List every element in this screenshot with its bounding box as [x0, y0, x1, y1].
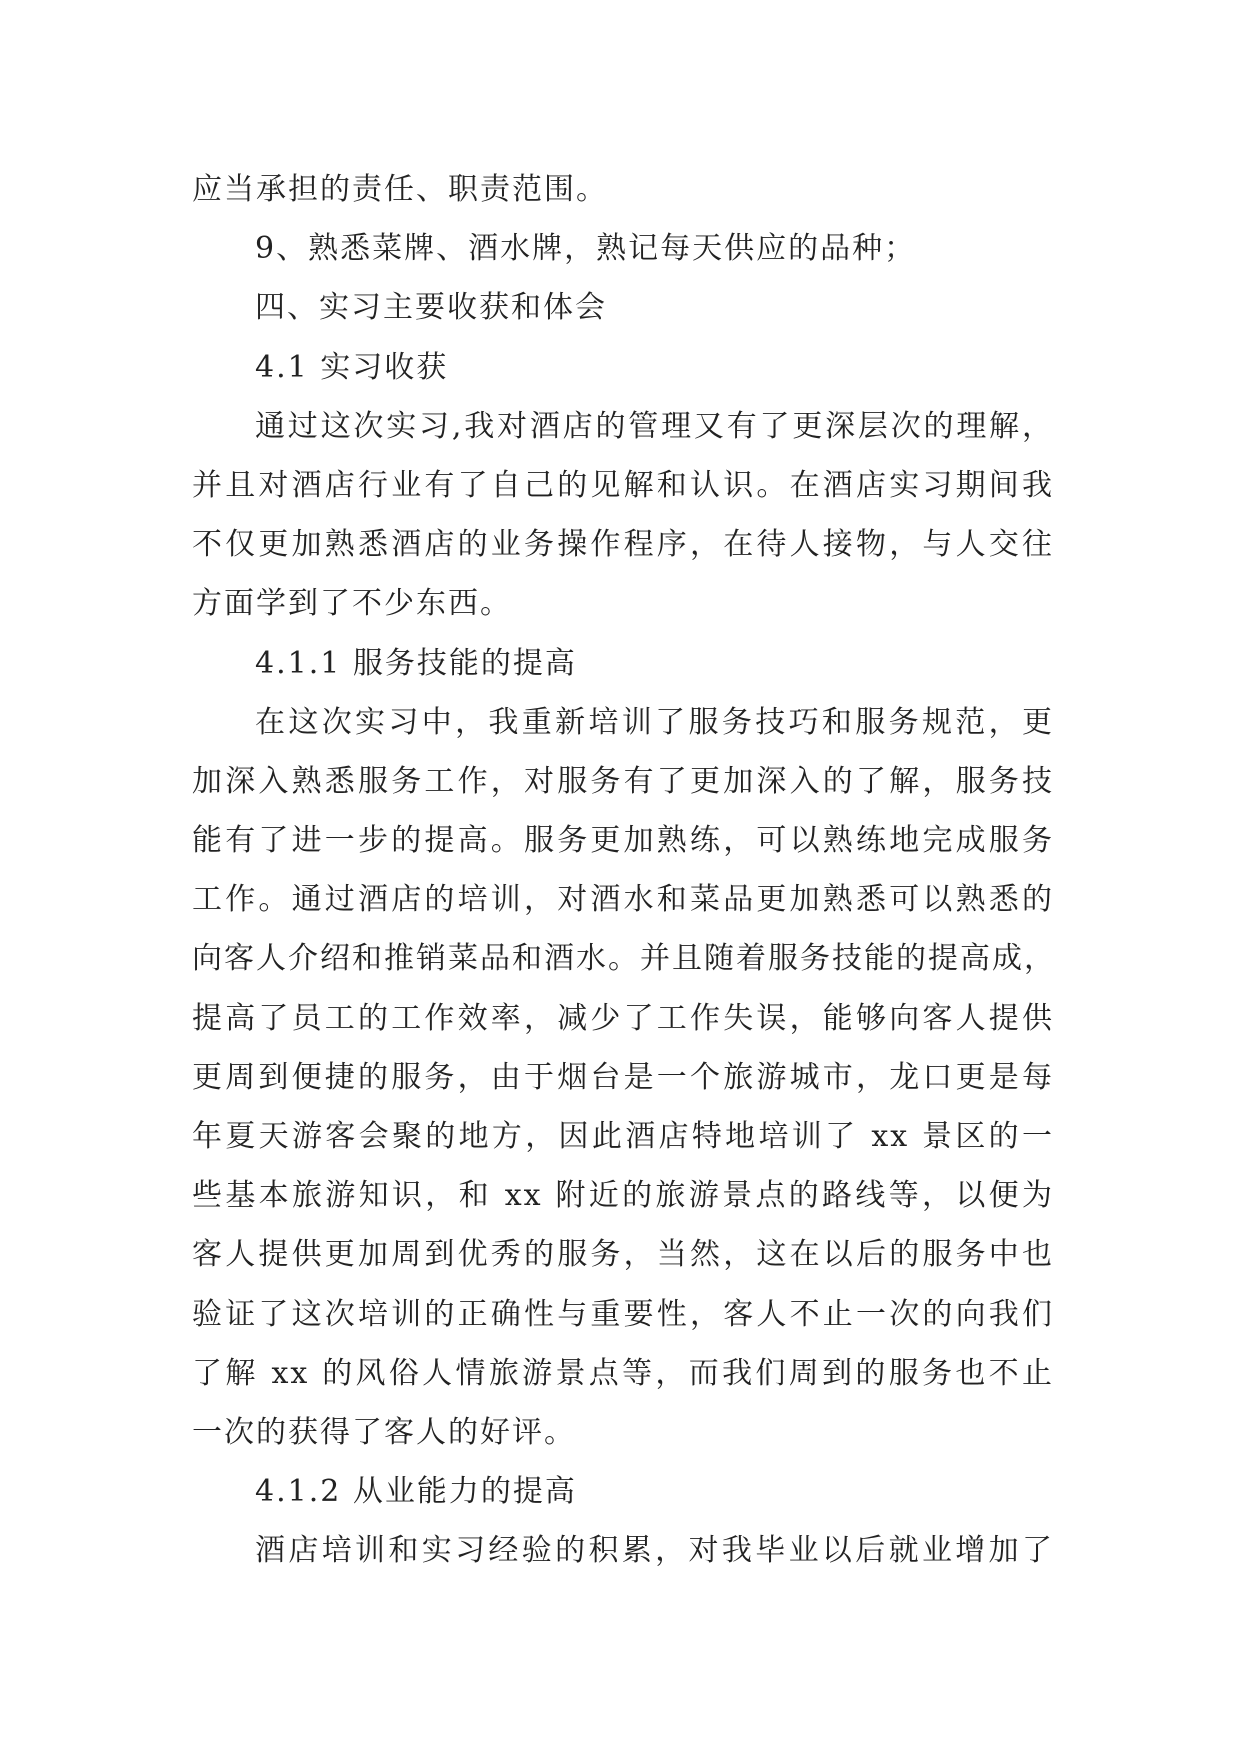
text-line: 能有了进一步的提高。服务更加熟练，可以熟练地完成服务	[192, 823, 1054, 859]
text-line: 工作。通过酒店的培训，对酒水和菜品更加熟悉可以熟悉的	[192, 882, 1054, 918]
text-line: 在这次实习中，我重新培训了服务技巧和服务规范，更	[255, 704, 1054, 740]
text-line: 向客人介绍和推销菜品和酒水。并且随着服务技能的提高成，	[192, 941, 1056, 977]
text-line: 4.1 实习收获	[255, 349, 449, 385]
text-line: 一次的获得了客人的好评。	[192, 1414, 576, 1450]
text-line: 并且对酒店行业有了自己的见解和认识。在酒店实习期间我	[192, 467, 1054, 503]
text-line: 客人提供更加周到优秀的服务，当然，这在以后的服务中也	[192, 1237, 1054, 1273]
text-line: 9、熟悉菜牌、酒水牌，熟记每天供应的品种；	[255, 231, 917, 267]
text-line: 不仅更加熟悉酒店的业务操作程序，在待人接物，与人交往	[192, 527, 1054, 563]
text-line: 4.1.2 从业能力的提高	[255, 1474, 577, 1510]
text-line: 通过这次实习,我对酒店的管理又有了更深层次的理解，	[255, 408, 1054, 444]
text-line: 方面学到了不少东西。	[192, 586, 512, 622]
body-text	[192, 160, 1054, 1581]
text-line: 4.1.1 服务技能的提高	[255, 645, 577, 681]
text-line: 提高了员工的工作效率，减少了工作失误，能够向客人提供	[192, 1000, 1054, 1036]
text-line: 酒店培训和实习经验的积累，对我毕业以后就业增加了	[255, 1533, 1054, 1569]
text-line: 四、实习主要收获和体会	[255, 290, 607, 326]
text-line: 些基本旅游知识，和 xx 附近的旅游景点的路线等，以便为	[192, 1178, 1054, 1214]
text-line: 了解 xx 的风俗人情旅游景点等，而我们周到的服务也不止	[192, 1355, 1054, 1391]
text-line: 更周到便捷的服务，由于烟台是一个旅游城市，龙口更是每	[192, 1059, 1054, 1095]
text-line: 应当承担的责任、职责范围。	[192, 172, 608, 207]
text-line: 验证了这次培训的正确性与重要性，客人不止一次的向我们	[192, 1296, 1054, 1332]
text-line: 加深入熟悉服务工作，对服务有了更加深入的了解，服务技	[192, 763, 1054, 799]
text-line: 年夏天游客会聚的地方，因此酒店特地培训了 xx 景区的一	[192, 1119, 1054, 1154]
